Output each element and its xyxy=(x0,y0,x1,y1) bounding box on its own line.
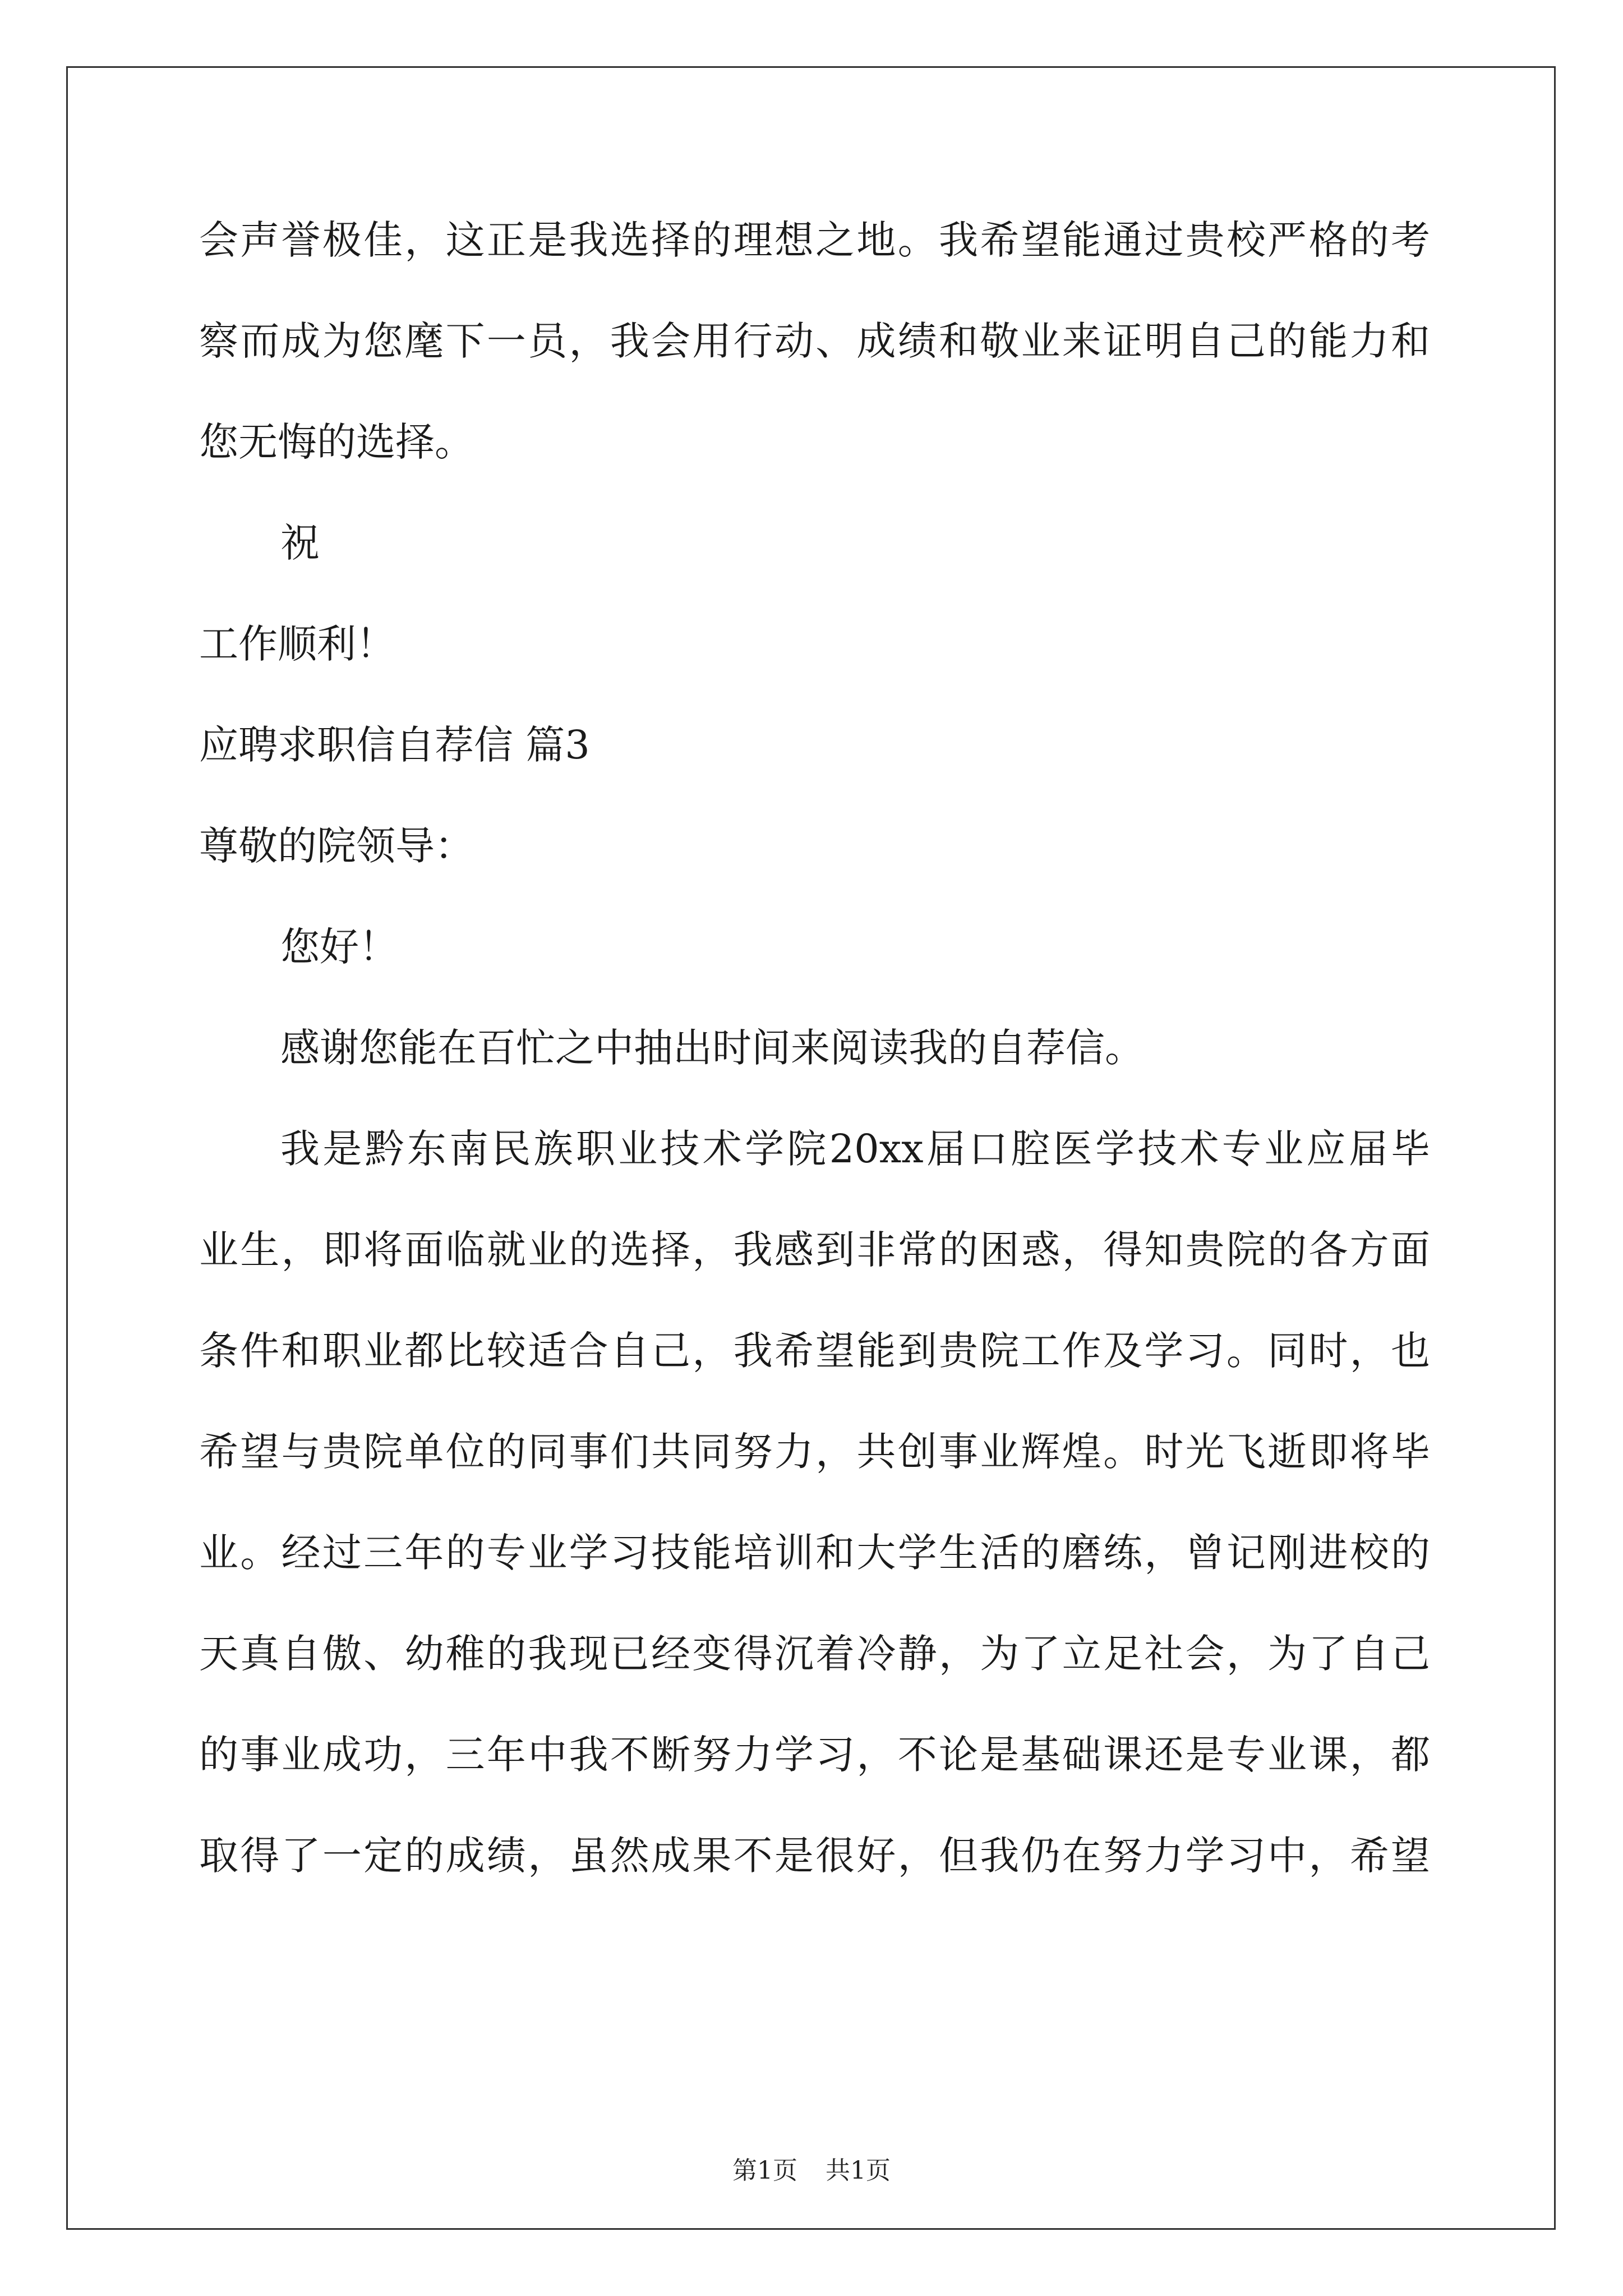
page-number: 第1页 xyxy=(732,2156,797,2185)
greeting-line: 您好！ xyxy=(280,924,398,970)
text-line: 我是黔东南民族职业技术学院20xx届口腔医学技术专业应届毕 xyxy=(280,1126,1430,1172)
closing-line: 工作顺利！ xyxy=(199,621,395,667)
text-line: 的事业成功，三年中我不断努力学习，不论是基础课还是专业课，都 xyxy=(199,1732,1430,1778)
text-line: 业生，即将面临就业的选择，我感到非常的困惑，得知贵院的各方面 xyxy=(199,1227,1430,1273)
page-footer xyxy=(0,2154,1623,2188)
text-line: 您无悔的选择。 xyxy=(199,419,474,465)
text-line: 感谢您能在百忙之中抽出时间来阅读我的自荐信。 xyxy=(280,1025,1144,1071)
text-line: 取得了一定的成绩，虽然成果不是很好，但我仍在努力学习中，希望 xyxy=(199,1833,1430,1879)
text-line: 希望与贵院单位的同事们共同努力，共创事业辉煌。时光飞逝即将毕 xyxy=(199,1429,1430,1475)
text-line: 察而成为您麾下一员，我会用行动、成绩和敬业来证明自己的能力和 xyxy=(199,318,1430,364)
greeting-recipient: 尊敬的院领导： xyxy=(199,823,474,869)
salutation-line: 祝 xyxy=(280,520,320,566)
page-total: 共1页 xyxy=(826,2156,891,2185)
text-line: 会声誉极佳，这正是我选择的理想之地。我希望能通过贵校严格的考 xyxy=(199,217,1430,263)
text-line: 业。经过三年的专业学习技能培训和大学生活的磨练，曾记刚进校的 xyxy=(199,1530,1430,1576)
section-heading: 应聘求职信自荐信 篇3 xyxy=(199,722,590,768)
text-line: 天真自傲、幼稚的我现已经变得沉着冷静，为了立足社会，为了自己 xyxy=(199,1631,1430,1677)
text-line: 条件和职业都比较适合自己，我希望能到贵院工作及学习。同时，也 xyxy=(199,1328,1430,1374)
